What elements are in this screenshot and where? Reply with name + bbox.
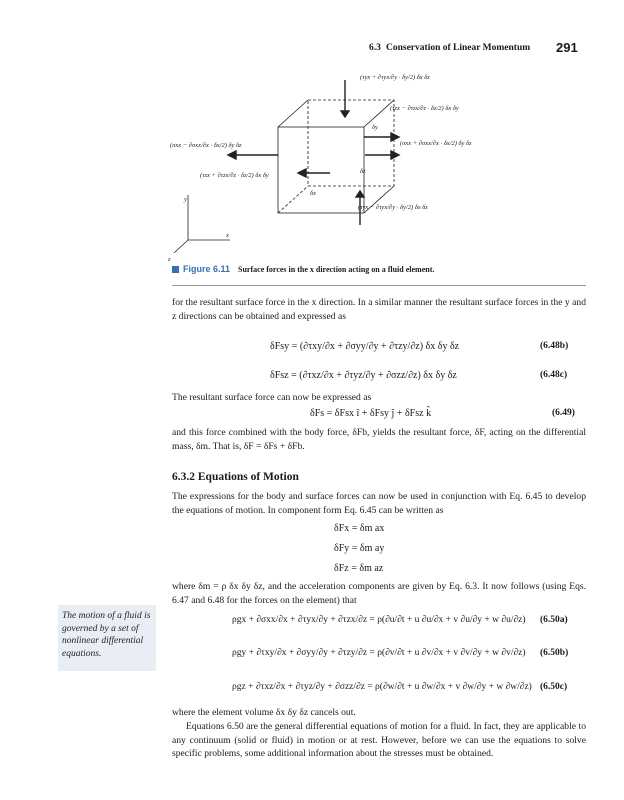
caption-marker	[172, 266, 179, 273]
section-heading: 6.3.2 Equations of Motion	[172, 471, 299, 483]
axis-y-label: y	[184, 196, 187, 203]
label-dx: δx	[310, 190, 316, 197]
eq-648c-rhs: (∂τxz/∂x + ∂τyz/∂y + ∂σzz/∂z) δx δy δz	[299, 370, 457, 381]
paragraph-4: The expressions for the body and surface forces can now be used in conjunction with Eq. 6.45 to develop the equations of motion. In component form Eq. 6.45 can be written as	[172, 491, 586, 516]
running-header	[0, 40, 624, 60]
eq-648b-rhs: (∂τxy/∂x + ∂σyy/∂y + ∂τzy/∂z) δx δy δz	[299, 341, 460, 352]
equation-6-48c	[270, 370, 457, 381]
page-number: 291	[556, 40, 578, 55]
paragraph-1: for the resultant surface force in the x direction. In a similar manner the resultant surface forces in the y and z directions can be obtained and expressed as	[172, 297, 586, 322]
equation-6-50c: ρgz + ∂τxz/∂x + ∂τyz/∂y + ∂σzz/∂z = ρ(∂w/∂t + u ∂w/∂x + v ∂w/∂y + w ∂w/∂z)	[232, 682, 532, 692]
section-number: 6.3	[369, 43, 381, 53]
label-left: (σxx − ∂σxx/∂x · δx/2) δy δz	[170, 142, 242, 149]
figure-divider	[172, 285, 586, 286]
eq-648c-lhs: δFsz =	[270, 370, 297, 381]
equation-6-48b	[270, 341, 459, 352]
component-eq-z: δFz = δm az	[334, 563, 384, 574]
eq-number-650c: (6.50c)	[540, 682, 568, 692]
figure-label: Figure 6.11	[183, 264, 231, 274]
paragraph-5: where δm = ρ δx δy δz, and the acceleration components are given by Eq. 6.3. It now follows (using Eqs. 6.47 and 6.48 for the forces on the element) that	[172, 581, 586, 606]
axis-z-line	[174, 240, 188, 253]
label-bottom: (τyx − ∂τyx/∂y · δy/2) δx δz	[358, 204, 428, 211]
label-right: (σxx + ∂σxx/∂x · δx/2) δy δz	[400, 140, 472, 147]
component-eq-x: δFx = δm ax	[334, 523, 385, 534]
paragraph-7: Equations 6.50 are the general differential equations of motion for a fluid. In fact, they are applicable to any continuum (solid or fluid) in motion or at rest. However, before we can use the equations to solve specific problems, some additional information about the stresses must be obtained.	[172, 721, 586, 759]
label-front: (τzx + ∂τzx/∂z · δz/2) δx δy	[200, 172, 269, 179]
component-eq-y: δFy = δm ay	[334, 543, 385, 554]
label-back-upper: (τzx − ∂τzx/∂z · δz/2) δx δy	[390, 105, 459, 112]
axis-x-label: x	[226, 232, 229, 239]
fluid-element-figure	[160, 65, 600, 275]
cube-front-face	[278, 127, 364, 213]
equation-6-50b: ρgy + ∂τxy/∂x + ∂σyy/∂y + ∂τzy/∂z = ρ(∂v/∂t + u ∂v/∂x + v ∂v/∂y + w ∂v/∂z)	[232, 648, 526, 658]
eq-number-649: (6.49)	[552, 408, 575, 418]
axis-z-label: z	[168, 256, 171, 263]
paragraph-3: and this force combined with the body force, δFb, yields the resultant force, δF, acting on the differential mass, δm. That is, δF = δFs + δFb.	[172, 427, 586, 452]
label-dy: δy	[372, 124, 378, 131]
paragraph-6: where the element volume δx δy δz cancels out.	[172, 707, 356, 718]
eq-number-648c: (6.48c)	[540, 370, 568, 380]
eq-648b-lhs: δFsy =	[270, 341, 298, 352]
label-top: (τyx + ∂τyx/∂y · δy/2) δx δz	[360, 74, 430, 81]
caption-text: Surface forces in the x direction acting on a fluid element.	[238, 265, 435, 274]
eq-number-648b: (6.48b)	[540, 341, 569, 351]
equation-6-49: δFs = δFsx î + δFsy ĵ + δFsz k̂	[310, 408, 432, 419]
margin-note: The motion of a fluid is governed by a set of nonlinear differential equations.	[62, 611, 151, 659]
equation-6-50a: ρgx + ∂σxx/∂x + ∂τyx/∂y + ∂τzx/∂z = ρ(∂u/∂t + u ∂u/∂x + v ∂u/∂y + w ∂u/∂z)	[232, 615, 526, 625]
paragraph-2: The resultant surface force can now be expressed as	[172, 392, 372, 403]
label-dz: δz	[360, 168, 366, 175]
running-title: Conservation of Linear Momentum	[386, 43, 531, 53]
eq-number-650a: (6.50a)	[540, 615, 568, 625]
figure-caption	[172, 264, 434, 274]
eq-number-650b: (6.50b)	[540, 648, 569, 658]
